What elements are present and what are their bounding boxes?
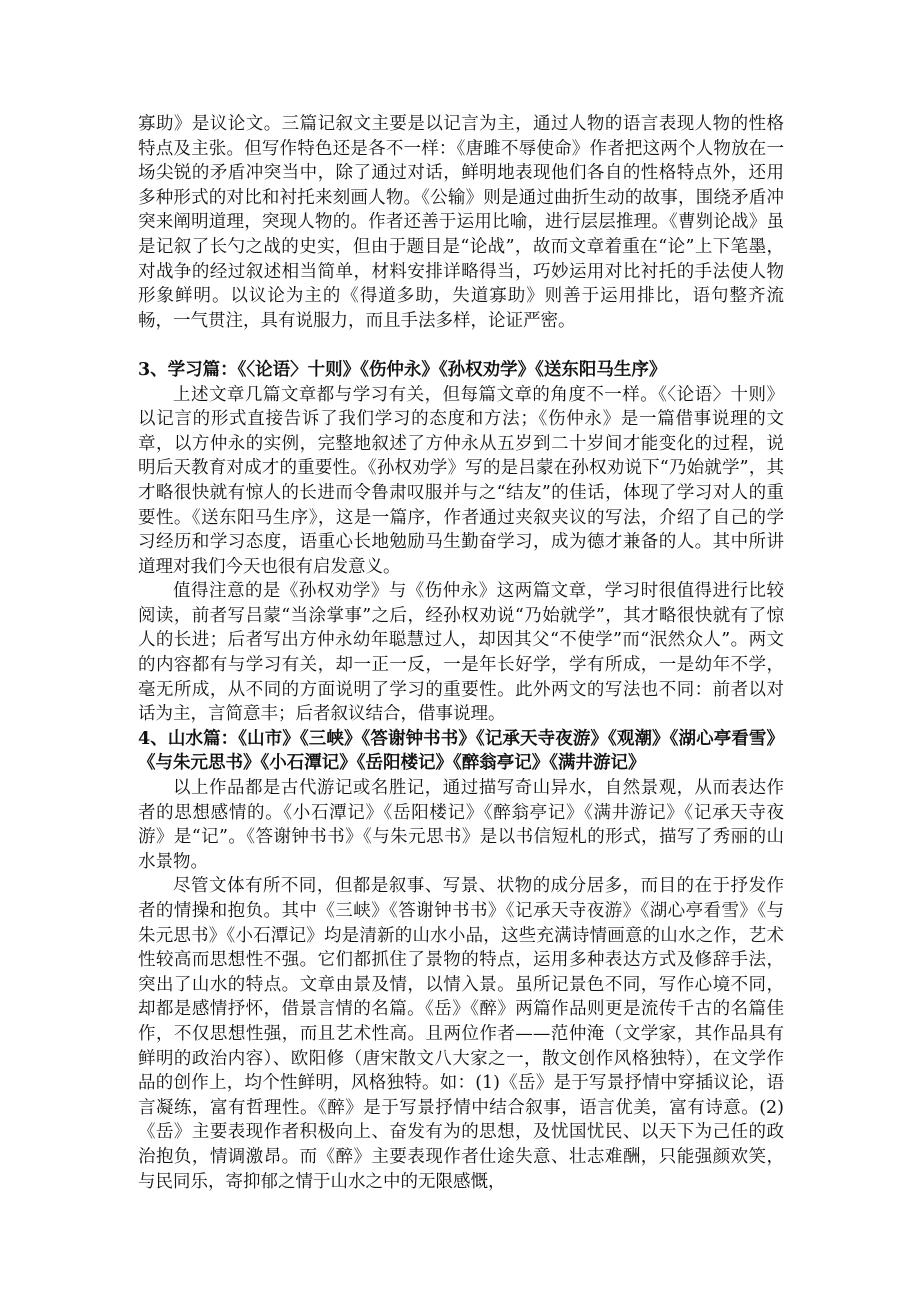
section-3-paragraph-1: 上述文章几篇文章都与学习有关，但每篇文章的角度不一样。《〈论语〉十则》以记言的形式直接告诉了我们学习的态度和方法；《伤仲永》是一篇借事说理的文章，以方仲永的实例，完整地叙述了方仲永从五岁到二十岁间才能变化的过程，说明后天教育对成才的重要性。《孙权劝学》写的是吕蒙在孙权劝说下“乃始就学”，其才略很快就有惊人的长进而令鲁肃叹服并与之“结友”的佳话，体现了学习对人的重要性。《送东阳马生序》，这是一篇序，作者通过夹叙夹议的写法，介绍了自己的学习经历和学习态度，语重心长地勉励马生勤奋学习，成为德才兼备的人。其中所讲道理对我们今天也很有启发意义。 — [138, 384, 784, 577]
intro-paragraph: 寡助》是议论文。三篇记叙文主要是以记言为主，通过人物的语言表现人物的性格特点及主张。但写作特色还是各不一样：《唐雎不辱使命》作者把这两个人物放在一场尖锐的矛盾冲突当中，除了通过对话，鲜明地表现他们各自的性格特点外，还用多种形式的对比和衬托来刻画人物。《公输》则是通过曲折生动的故事，围绕矛盾冲突来阐明道理，突现人物的。作者还善于运用比喻，进行层层推理。《曹刿论战》虽是记叙了长勺之战的史实，但由于题目是“论战”，故而文章着重在“论”上下笔墨，对战争的经过叙述相当简单，材料安排详略得当，巧妙运用对比衬托的手法使人物形象鲜明。以议论为主的《得道多助，失道寡助》则善于运用排比，语句整齐流畅，一气贯注，具有说服力，而且手法多样，论证严密。 — [138, 114, 784, 331]
section-3-heading: 3、学习篇：《〈论语〉十则》《伤仲永》《孙权劝学》《送东阳马生序》 — [138, 359, 667, 380]
section-4-heading: 4、山水篇：《山市》《三峡》《答谢钟书书》《记承天寺夜游》《观潮》《湖心亭看雪》《与朱元思书》《小石潭记》《岳阳楼记》《醉翁亭记》《满井游记》 — [138, 728, 784, 774]
document-page — [138, 112, 784, 1194]
section-4-paragraph-2: 尽管文体有所不同，但都是叙事、写景、状物的成分居多，而目的在于抒发作者的情操和抱负。其中《三峡》《答谢钟书书》《记承天寺夜游》《湖心亭看雪》《与朱元思书》《小石潭记》均是清新的山水小品，这些充满诗情画意的山水之作，艺术性较高而思想性不强。它们都抓住了景物的特点，运用多种表达方式及修辞手法，突出了山水的特点。文章由景及情，以情入景。虽所记景色不同，写作心境不同，却都是感情抒怀，借景言情的名篇。《岳》《醉》两篇作品则更是流传千古的名篇佳作，不仅思想性强，而且艺术性高。且两位作者——范仲淹（文学家，其作品具有鲜明的政治内容）、欧阳修（唐宋散文八大家之一，散文创作风格独特），在文学作品的创作上，均个性鲜明，风格独特。如：(1)《岳》是于写景抒情中穿插议论，语言凝练，富有哲理性。《醉》是于写景抒情中结合叙事，语言优美，富有诗意。(2)《岳》主要表现作者积极向上、奋发有为的思想，及忧国忧民、以天下为己任的政治抱负，情调激昂。而《醉》主要表现作者仕途失意、壮志难酬，只能强颜欢笑，与民同乐，寄抑郁之情于山水之中的无限感慨， — [138, 876, 784, 1192]
section-4-paragraph-1: 以上作品都是古代游记或名胜记，通过描写奇山异水，自然景观，从而表达作者的思想感情的。《小石潭记》《岳阳楼记》《醉翁亭记》《满井游记》《记承天寺夜游》是“记”。《答谢钟书书》《与朱元思书》是以书信短札的形式，描写了秀丽的山水景物。 — [138, 778, 784, 872]
section-3-paragraph-2: 值得注意的是《孙权劝学》与《伤仲永》这两篇文章，学习时很值得进行比较阅读，前者写吕蒙“当涂掌事”之后，经孙权劝说“乃始就学”，其才略很快就有了惊人的长进；后者写出方仲永幼年聪慧过人，却因其父“不使学”而“泯然众人”。两文的内容都有与学习有关，却一正一反，一是年长好学，学有所成，一是幼年不学，毫无所成，从不同的方面说明了学习的重要性。此外两文的写法也不同：前者以对话为主，言简意丰；后者叙议结合，借事说理。 — [138, 581, 784, 725]
paragraph-gap — [138, 333, 784, 358]
